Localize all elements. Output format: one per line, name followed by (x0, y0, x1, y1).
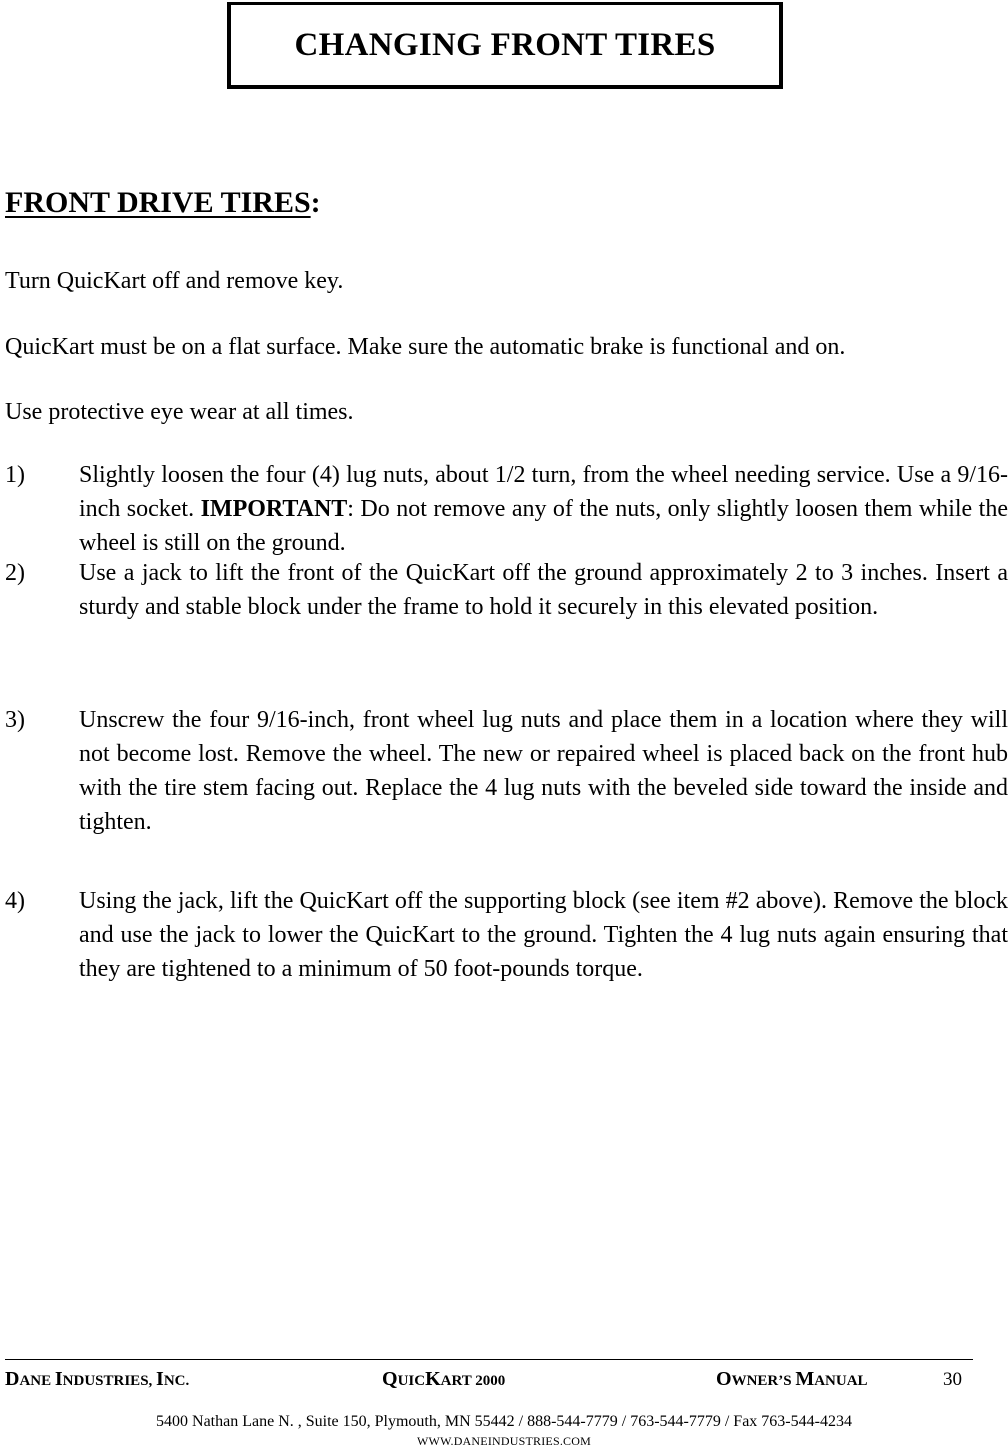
footer-product-rest2: ART 2000 (440, 1373, 506, 1389)
footer-manual (716, 1368, 868, 1391)
footer-company (5, 1368, 189, 1391)
footer-manual-cap1: O (716, 1368, 732, 1390)
footer-product-cap1: Q (382, 1368, 398, 1390)
step-number: 3) (5, 707, 25, 733)
footer-manual-cap2: M (795, 1368, 815, 1390)
step-number: 2) (5, 560, 25, 586)
footer-company-rest1: ANE (19, 1373, 55, 1389)
footer-company-cap1: D (5, 1368, 20, 1390)
step-3 (5, 703, 1008, 839)
footer-address: 5400 Nathan Lane N. , Suite 150, Plymouth, MN 55442 / 888-544-7779 / 763-544-7779 / Fax 763-544-4234 (156, 1413, 852, 1430)
page-number: 30 (943, 1369, 962, 1390)
footer-manual-rest1: WNER’S (731, 1373, 796, 1389)
title-box (227, 2, 783, 89)
step-number: 4) (5, 888, 25, 914)
intro-paragraph-eyewear: Use protective eye wear at all times. (5, 399, 354, 425)
step-number: 1) (5, 462, 25, 488)
footer-website: WWW.DANEINDUSTRIES.COM (417, 1434, 591, 1448)
important-label: IMPORTANT (200, 496, 348, 522)
footer-company-cap3: I (156, 1368, 164, 1390)
section-heading (5, 186, 321, 220)
footer-company-rest2: NDUSTRIES, (62, 1373, 157, 1389)
footer-product (382, 1368, 505, 1391)
step-text-after: : Do not remove any of the nuts, only slightly loosen them while the wheel is still on the ground. (79, 496, 1008, 556)
step-text-before: Slightly loosen the four (4) lug nuts, about 1/2 turn, from the wheel needing service. Use a 9/16-inch socket. (79, 462, 1008, 522)
footer-divider (5, 1359, 973, 1360)
step-text: Use a jack to lift the front of the QuicKart off the ground approximately 2 to 3 inches. Insert a sturdy and stable block under the frame to hold it securely in this elevated position. (79, 560, 1008, 620)
intro-paragraph-surface: QuicKart must be on a flat surface. Make sure the automatic brake is functional and on. (5, 334, 846, 360)
step-text (79, 458, 1008, 560)
footer-product-rest1: UIC (397, 1373, 426, 1389)
step-2 (5, 556, 1008, 624)
footer-company-cap2: I (54, 1368, 63, 1390)
footer-manual-rest2: ANUAL (814, 1373, 868, 1389)
step-4 (5, 884, 1008, 986)
step-text: Using the jack, lift the QuicKart off the supporting block (see item #2 above). Remove the block and use the jack to lower the QuicKart to the ground. Tighten the 4 lug nuts again ensuring that they are tightened to a minimum of 50 foot-pounds torque. (79, 888, 1008, 982)
section-heading-colon: : (310, 186, 321, 219)
footer-product-cap2: K (425, 1368, 441, 1390)
section-heading-text: FRONT DRIVE TIRES (5, 186, 311, 219)
intro-paragraph-key: Turn QuicKart off and remove key. (5, 268, 344, 294)
footer-company-rest3: NC. (163, 1373, 190, 1389)
step-text: Unscrew the four 9/16-inch, front wheel lug nuts and place them in a location where they will not become lost. Remove the wheel. The new or repaired wheel is placed back on the front hub with the tire stem facing out. Replace the 4 lug nuts with the beveled side toward the inside and tighten. (79, 707, 1008, 835)
step-1 (5, 458, 1008, 560)
page-title: CHANGING FRONT TIRES (294, 26, 716, 63)
